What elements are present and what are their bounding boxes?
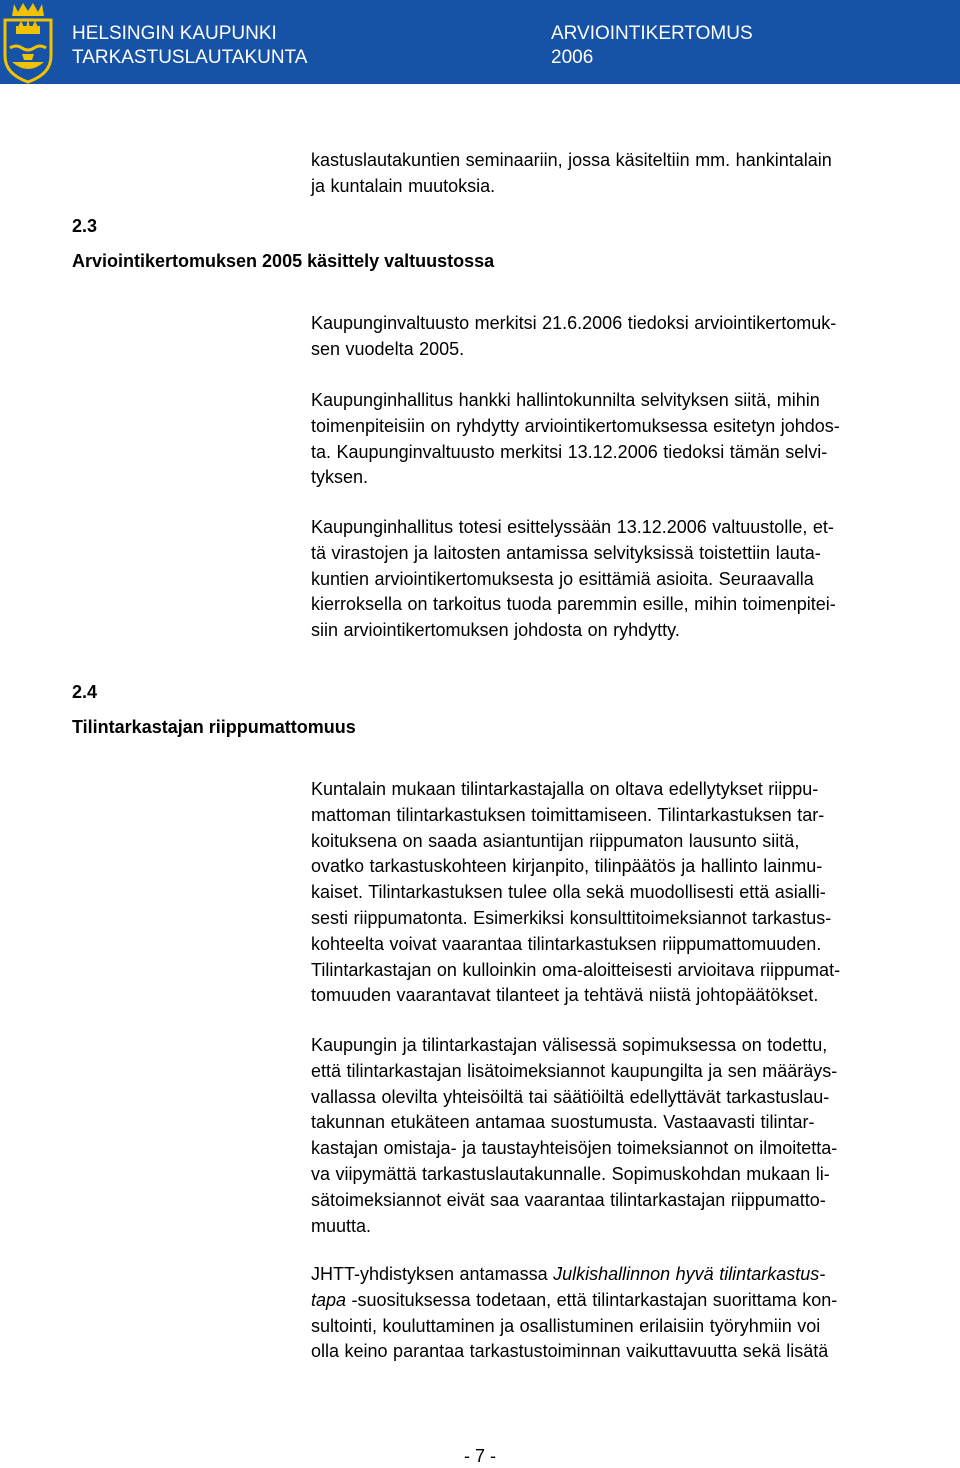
helsinki-crest-icon: [2, 0, 54, 84]
section-2-3-paragraph-2: Kaupunginhallitus hankki hallintokunnilta selvityksen siitä, mihin toimenpiteisiin on ryhdytty arviointikertomuksessa esitetyn johdos- ta. Kaupunginvaltuusto merkitsi 13.12.2006 tiedoksi tämän selvi- tyksen.: [311, 390, 840, 488]
section-2-4-paragraph-2: Kaupungin ja tilintarkastajan välisessä sopimuksessa on todettu, että tilintarkastajan lisätoimeksiannot kaupungilta ja sen määräys- vallassa olevilta yhteisöiltä tai säätiöiltä edellyttävät tarkastuslau- takunnan etukäteen antamaa suostumusta. Vastaavasti tilintar- kastajan omistaja- ja taustayhteisöjen toimeksiannot on ilmoitetta- va viipymättä tarkastuslautakunnalle. Sopimuskohdan mukaan li- sätoimeksiannot eivät saa vaarantaa tilintarkastajan riippumatto- muutta.: [311, 1035, 838, 1236]
header-band: [0, 0, 960, 84]
intro-paragraph: kastuslautakuntien seminaariin, jossa käsiteltiin mm. hankintalain ja kuntalain muutoksia.: [311, 150, 832, 196]
section-2-4-paragraph-1: Kuntalain mukaan tilintarkastajalla on oltava edellytykset riippu- mattoman tilintarkastuksen toimittamiseen. Tilintarkastuksen tar- koituksena on saada asiantuntijan riippumaton lausunto siitä, ovatko tarkastuskohteen kirjanpito, tilinpäätös ja hallinto lainmu- kaiset. Tilintarkastuksen tulee olla sekä muodollisesti että asialli- sesti riippumatonta. Esimerkiksi konsulttitoimeksiannot tarkastus- kohteelta voivat vaarantaa tilintarkastuksen riippumattomuuden. Tilintarkastajan on kulloinkin oma-aloitteisesti arvioitava riippumat- tomuuden vaarantavat tilanteet ja tehtävä niistä johtopäätökset.: [311, 779, 841, 1006]
section-2-3-paragraph-3: Kaupunginhallitus totesi esittelyssään 13.12.2006 valtuustolle, et- tä virastojen ja laitosten antamissa selvityksissä toistettiin lauta- kuntien arviointikertomuksesta jo esittämiä asioita. Seuraavalla kierroksella on tarkoitus tuoda paremmin esille, mihin toimenpitei- siin arviointikertomuksen johdosta on ryhdytty.: [311, 517, 836, 641]
organization-name: [72, 22, 307, 70]
document-title: [551, 22, 753, 70]
doc-line-2: 2006: [551, 47, 594, 68]
section-2-4-paragraph-3: JHTT-yhdistyksen antamassa Julkishallinnon hyvä tilintarkastus- tapa -suosituksessa todetaan, että tilintarkastajan suorittama kon- sultointi, kouluttaminen ja osallistuminen erilaisiin työryhmiin voi olla keino parantaa tarkastustoiminnan vaikuttavuutta sekä lisätä: [311, 1264, 838, 1362]
section-2-3-title: Arviointikertomuksen 2005 käsittely valtuustossa: [72, 251, 495, 271]
section-2-3-paragraph-1: Kaupunginvaltuusto merkitsi 21.6.2006 tiedoksi arviointikertomuk- sen vuodelta 2005.: [311, 313, 837, 359]
publication-title-part-1: Julkishallinnon hyvä tilintarkastus-: [553, 1264, 826, 1284]
jhtt-text-continued: -suosituksessa todetaan, että tilintarkastajan suorittama kon-: [346, 1289, 838, 1310]
publication-title-part-2: tapa: [311, 1289, 347, 1310]
doc-line-1: ARVIOINTIKERTOMUS: [551, 23, 753, 44]
page-number: - 7 -: [463, 1446, 496, 1466]
section-2-4-title: Tilintarkastajan riippumattomuus: [72, 717, 356, 737]
jhtt-text-start: JHTT-yhdistyksen antamassa: [311, 1264, 554, 1284]
org-line-1: HELSINGIN KAUPUNKI: [72, 23, 277, 44]
section-2-4-number: 2.4: [72, 682, 98, 702]
org-line-2: TARKASTUSLAUTAKUNTA: [72, 47, 308, 68]
section-2-3-number: 2.3: [72, 216, 98, 236]
